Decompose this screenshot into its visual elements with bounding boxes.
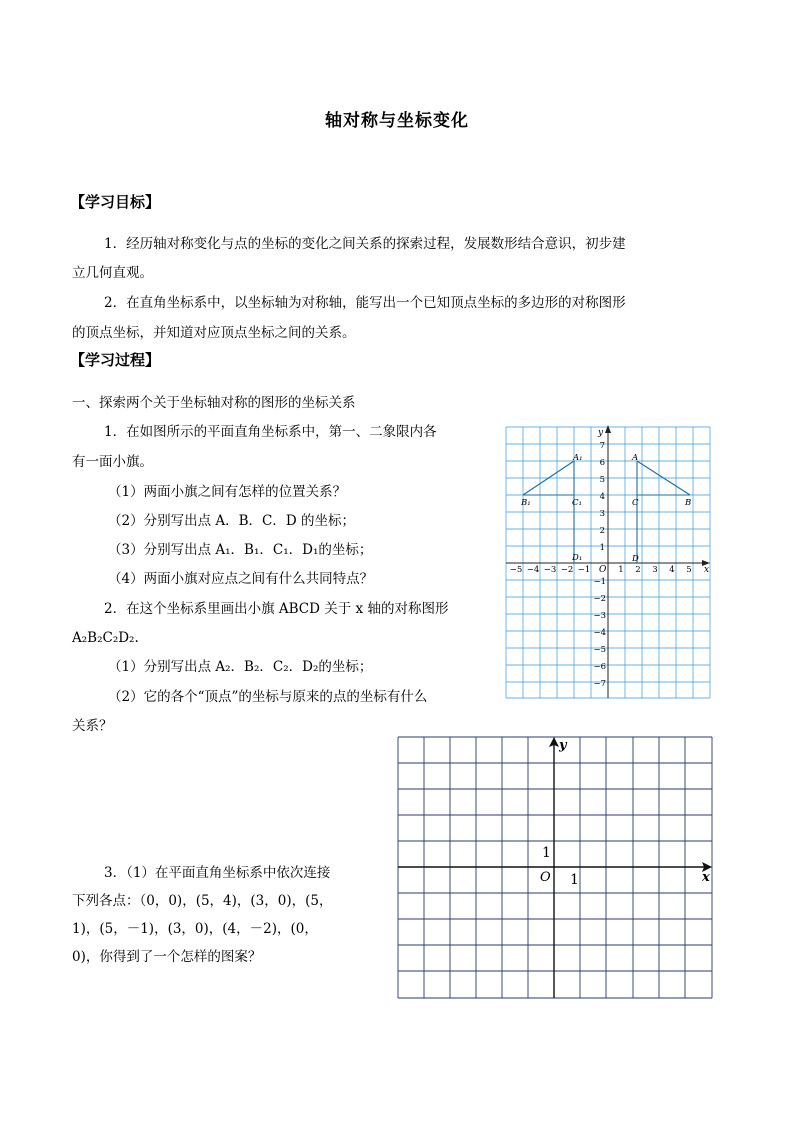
figure-blank-coordinate-grid bbox=[396, 735, 714, 1001]
y-tick-label: −3 bbox=[593, 611, 606, 621]
point-label-a1: A₁ bbox=[573, 453, 583, 463]
y-tick-label: −6 bbox=[593, 662, 606, 672]
q2-sub2-line1: （2）它的各个“顶点”的坐标与原来的点的坐标有什么 bbox=[108, 689, 428, 705]
page-title: 轴对称与坐标变化 bbox=[325, 111, 469, 131]
point-label-d: D bbox=[632, 554, 639, 564]
y-axis-label: y bbox=[598, 428, 604, 438]
y-tick-label: 3 bbox=[599, 509, 605, 519]
unit-x-label: 1 bbox=[570, 872, 579, 888]
y-axis-label: y bbox=[559, 738, 567, 753]
figure-flags-coordinate-grid bbox=[503, 424, 713, 700]
unit-y-label: 1 bbox=[542, 845, 551, 861]
point-label-a: A bbox=[632, 453, 639, 463]
x-tick-label: −1 bbox=[577, 565, 591, 575]
q3-line2: 下列各点：（0，0)，(5，4)，(3，0)，(5， bbox=[72, 893, 333, 909]
x-tick-label: 2 bbox=[635, 565, 641, 575]
y-axis-arrow-icon bbox=[605, 425, 611, 433]
q1-line1: 1．在如图所示的平面直角坐标系中，第一、二象限内各 bbox=[104, 424, 437, 440]
x-tick-label: −4 bbox=[526, 565, 540, 575]
y-tick-label: −2 bbox=[593, 594, 606, 604]
y-tick-label: 5 bbox=[599, 475, 605, 485]
q1-line2: 有一面小旗。 bbox=[72, 454, 153, 470]
x-tick-label: 4 bbox=[669, 565, 675, 575]
y-tick-label: 4 bbox=[599, 492, 605, 502]
y-tick-label: −1 bbox=[593, 577, 606, 587]
q1-sub2: （2）分别写出点 A．B．C．D 的坐标； bbox=[108, 513, 355, 529]
y-tick-label: −4 bbox=[593, 628, 606, 638]
y-tick-label: 7 bbox=[599, 441, 605, 451]
q2-sub2-line2: 关系？ bbox=[72, 718, 113, 734]
point-label-b: B bbox=[685, 498, 692, 508]
point-label-c: C bbox=[632, 498, 639, 508]
q2-line2: A₂B₂C₂D₂. bbox=[72, 630, 139, 646]
y-tick-label: 1 bbox=[599, 543, 605, 553]
goal2-line2: 的顶点坐标，并知道对应顶点坐标之间的关系。 bbox=[72, 325, 356, 341]
goal2-line1: 2．在直角坐标系中，以坐标轴为对称轴，能写出一个已知顶点坐标的多边形的对称图形 bbox=[104, 295, 626, 311]
point-label-d1: D₁ bbox=[572, 553, 583, 563]
x-axis-label: x bbox=[704, 565, 710, 575]
x-tick-label: −2 bbox=[560, 565, 574, 575]
point-labels bbox=[520, 453, 691, 564]
process-heading: 【学习过程】 bbox=[70, 351, 161, 369]
origin-label: O bbox=[599, 565, 607, 575]
q1-sub3: （3）分别写出点 A₁．B₁．C₁．D₁的坐标； bbox=[108, 542, 373, 558]
y-tick-label: −7 bbox=[593, 679, 606, 689]
goals-heading: 【学习目标】 bbox=[70, 193, 161, 211]
q3-line1: 3．（1）在平面直角坐标系中依次连接 bbox=[104, 865, 331, 881]
q3-line3: 1)，(5，－1)，(3，0)，(4，－2)，(0， bbox=[72, 921, 318, 937]
q1-sub4: （4）两面小旗对应点之间有什么共同特点？ bbox=[108, 571, 374, 587]
y-tick-label: 6 bbox=[599, 458, 605, 468]
point-label-c1: C₁ bbox=[572, 498, 582, 508]
part1-heading: 一、探索两个关于坐标轴对称的图形的坐标关系 bbox=[72, 395, 356, 411]
x-tick-label: 5 bbox=[686, 565, 692, 575]
x-tick-label: −5 bbox=[509, 565, 523, 575]
q3-line4: 0)，你得到了一个怎样的图案？ bbox=[72, 949, 262, 965]
y-tick-label: −5 bbox=[593, 645, 606, 655]
q2-line1: 2．在这个坐标系里画出小旗 ABCD 关于 x 轴的对称图形 bbox=[104, 601, 449, 617]
goal1-line2: 立几何直观。 bbox=[72, 265, 153, 281]
x-tick-label: 3 bbox=[652, 565, 658, 575]
q1-sub1: （1）两面小旗之间有怎样的位置关系？ bbox=[108, 484, 347, 500]
goal1-line1: 1．经历轴对称变化与点的坐标的变化之间关系的探索过程，发展数形结合意识，初步建 bbox=[104, 236, 626, 252]
x-tick-label: 1 bbox=[618, 565, 624, 575]
x-axis-label: x bbox=[702, 870, 710, 885]
y-tick-label: 2 bbox=[599, 526, 605, 536]
point-label-b1: B₁ bbox=[521, 498, 531, 508]
x-tick-label: −3 bbox=[543, 565, 557, 575]
origin-label: O bbox=[540, 870, 551, 885]
q2-sub1: （1）分别写出点 A₂．B₂．C₂．D₂的坐标； bbox=[108, 659, 373, 675]
